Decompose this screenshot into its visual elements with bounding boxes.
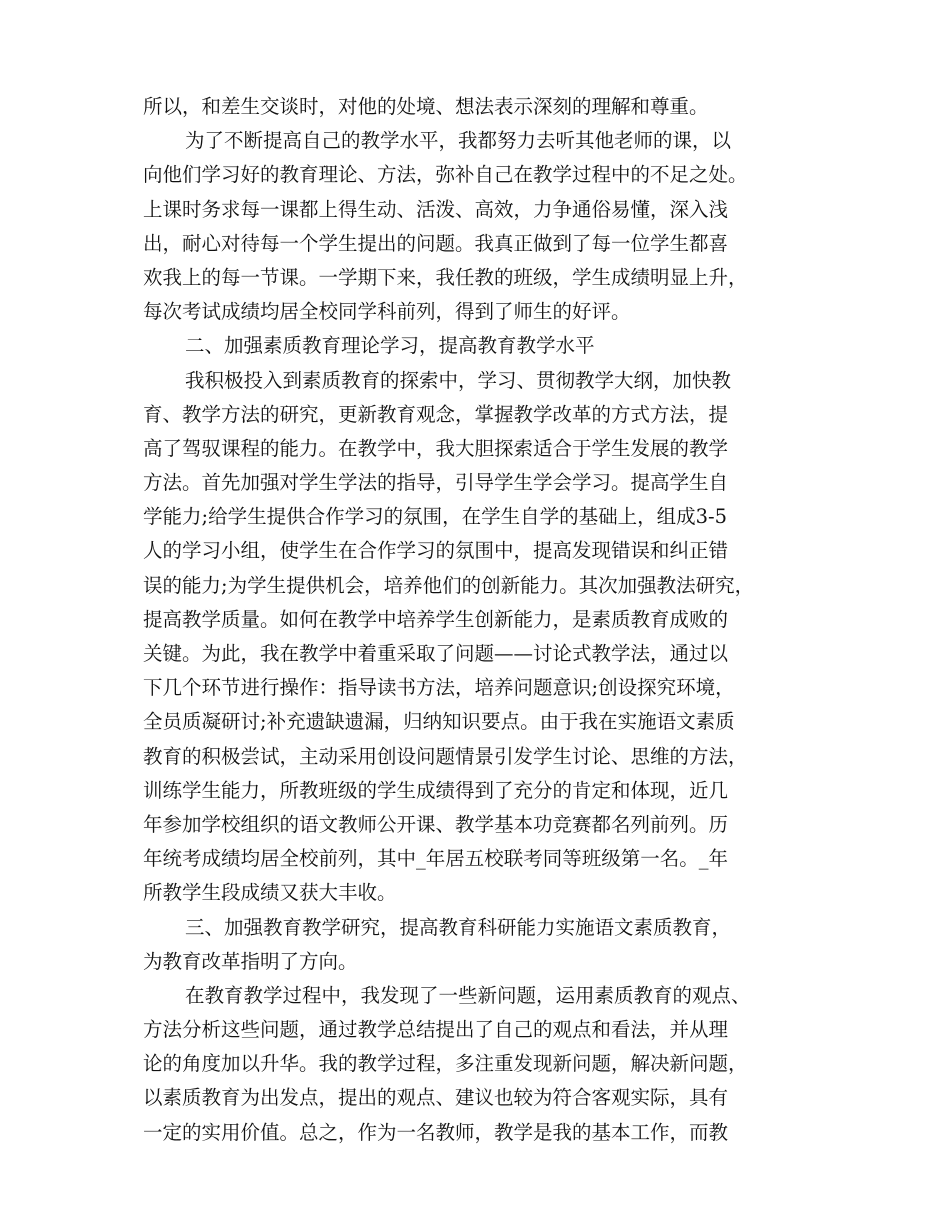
text-line: 所以，和差生交谈时，对他的处境、想法表示深刻的理解和尊重。 [143, 95, 709, 118]
text-line: 年参加学校组织的语文教师公开课、教学基本功竞赛都名列前列。历 [143, 812, 729, 836]
text-line: 为教育改革指明了方向。 [143, 949, 358, 973]
text-line: 出，耐心对待每一个学生提出的问题。我真正做到了每一位学生都喜 [143, 231, 729, 255]
text-line: 方法。首先加强对学生学法的指导，引导学生学会学习。提高学生自 [143, 471, 729, 495]
paragraph-first-line: 为了不断提高自己的教学水平，我都努力去听其他老师的课，以 [185, 129, 732, 153]
text-line: 上课时务求每一课都上得生动、活泼、高效，力争通俗易懂，深入浅 [143, 197, 729, 221]
text-line: 训练学生能力，所教班级的学生成绩得到了充分的肯定和体现，近几 [143, 778, 729, 802]
text-line: 高了驾驭课程的能力。在教学中，我大胆探索适合于学生发展的教学 [143, 436, 729, 460]
text-line: 以素质教育为出发点，提出的观点、建议也较为符合客观实际，具有 [143, 1086, 729, 1110]
document-body [143, 90, 823, 1150]
text-line: 全员质凝研讨;补充遗缺遗漏，归纳知识要点。由于我在实施语文素质 [143, 710, 735, 734]
paragraph-first-line: 三、加强教育教学研究，提高教育科研能力实施语文素质教育， [185, 915, 732, 939]
text-line: 所教学生段成绩又获大丰收。 [143, 881, 397, 905]
text-line: 一定的实用价值。总之，作为一名教师，教学是我的基本工作，而教 [143, 1120, 729, 1144]
text-line: 提高教学质量。如何在教学中培养学生创新能力，是素质教育成败的 [143, 607, 729, 631]
paragraph-first-line: 我积极投入到素质教育的探索中，学习、贯彻教学大纲，加快教 [185, 368, 732, 392]
text-line: 育、教学方法的研究，更新教育观念，掌握教学改革的方式方法，提 [143, 402, 729, 426]
text-line: 欢我上的每一节课。一学期下来，我任教的班级，学生成绩明显上升， [143, 265, 748, 289]
text-line: 向他们学习好的教育理论、方法，弥补自己在教学过程中的不足之处。 [143, 163, 748, 187]
text-line: 论的角度加以升华。我的教学过程，多注重发现新问题，解决新问题， [143, 1052, 748, 1076]
paragraph-first-line: 在教育教学过程中，我发现了一些新问题，运用素质教育的观点、 [185, 983, 751, 1007]
paragraph-first-line: 二、加强素质教育理论学习，提高教育教学水平 [185, 334, 595, 358]
text-line: 年统考成绩均居全校前列，其中_年居五校联考同等班级第一名。_年 [143, 847, 729, 871]
text-line: 误的能力;为学生提供机会，培养他们的创新能力。其次加强教法研究， [143, 573, 755, 597]
text-line: 人的学习小组，使学生在合作学习的氛围中，提高发现错误和纠正错 [143, 539, 729, 563]
text-line: 学能力;给学生提供合作学习的氛围，在学生自学的基础上，组成3-5 [143, 505, 727, 529]
text-line: 关键。为此，我在教学中着重采取了问题——讨论式教学法，通过以 [143, 642, 729, 665]
text-line: 每次考试成绩均居全校同学科前列，得到了师生的好评。 [143, 300, 631, 324]
text-line: 下几个环节进行操作：指导读书方法，培养问题意识;创设探究环境， [143, 676, 735, 700]
text-line: 教育的积极尝试，主动采用创设问题情景引发学生讨论、思维的方法， [143, 744, 748, 768]
text-line: 方法分析这些问题，通过教学总结提出了自己的观点和看法，并从理 [143, 1018, 729, 1042]
